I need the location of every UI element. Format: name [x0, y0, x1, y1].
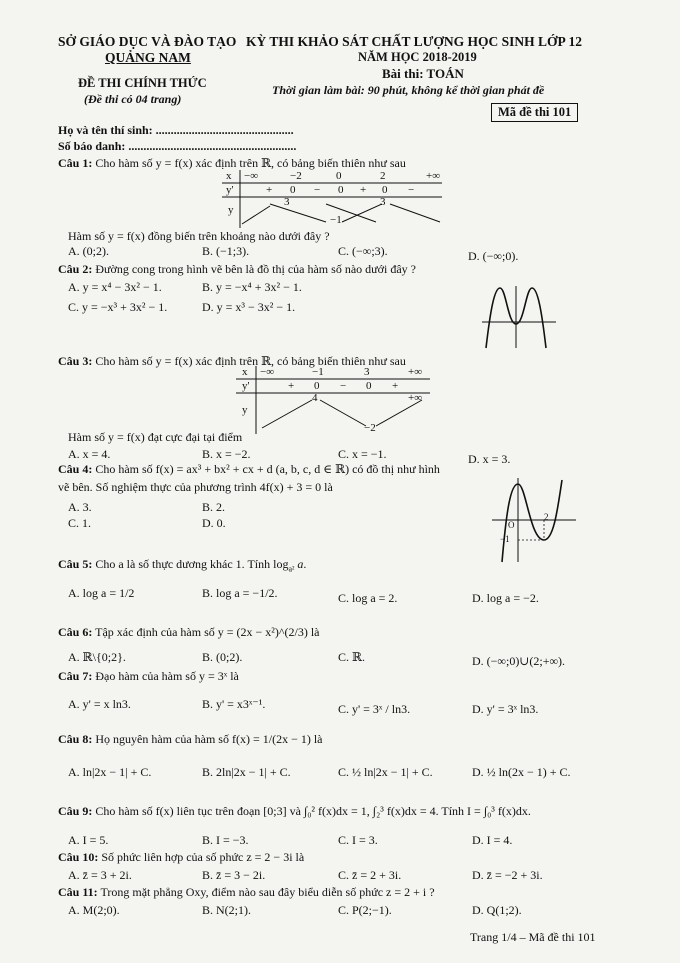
q9-option-d[interactable]: D. I = 4.: [472, 833, 513, 847]
page-footer: Trang 1/4 – Mã đề thi 101: [470, 930, 596, 944]
q1-option-d[interactable]: D. (−∞;0).: [468, 249, 519, 263]
q4-option-c[interactable]: C. 1.: [68, 516, 92, 530]
name-field: Họ và tên thí sinh: ..............................................: [58, 123, 294, 137]
q6-option-d[interactable]: D. (−∞;0)∪(2;+∞).: [472, 654, 566, 668]
q5-option-b[interactable]: B. log a = −1/2.: [202, 586, 278, 600]
q3-option-d[interactable]: D. x = 3.: [468, 452, 511, 466]
q1-variation-table: x −∞ −2 0 2 +∞ y' + 0 − 0 + 0 − y 3 −1 3: [226, 170, 441, 226]
q11-text: Câu 11: Trong mặt phẳng Oxy, điểm nào sau đây biểu diễn số phức z = 2 + i ?: [58, 885, 435, 899]
q9-option-c[interactable]: C. I = 3.: [338, 833, 378, 847]
q2-option-d[interactable]: D. y = x³ − 3x² − 1.: [202, 300, 296, 314]
q4-graph: O 2 −1: [490, 476, 578, 568]
q9-text: Câu 9: Cho hàm số f(x) liên tục trên đoạn [0;3] và ∫₀² f(x)dx = 1, ∫₂³ f(x)dx = 4. Tính I = ∫₀³ f(x)dx.: [58, 804, 531, 818]
q3-variation-table: x −∞ −1 3 +∞ y' + 0 − 0 + y 4 −2 +∞: [242, 366, 423, 434]
q7-option-b[interactable]: B. y' = x3ˣ⁻¹.: [202, 697, 266, 711]
q1-option-b[interactable]: B. (−1;3).: [202, 244, 250, 258]
q2-graph: [478, 284, 558, 354]
q11-option-a[interactable]: A. M(2;0).: [68, 903, 120, 917]
q10-option-a[interactable]: A. z̄ = 3 + 2i.: [68, 868, 132, 882]
q1-option-c[interactable]: C. (−∞;3).: [338, 244, 388, 258]
q9-option-b[interactable]: B. I = −3.: [202, 833, 249, 847]
q2-text: Câu 2: Đường cong trong hình vẽ bên là đồ thị của hàm số nào dưới đây ?: [58, 262, 416, 276]
q7-option-d[interactable]: D. y' = 3ˣ ln3.: [472, 702, 539, 716]
q3-text: Câu 3: Cho hàm số y = f(x) xác định trên ℝ, có bảng biến thiên như sau: [58, 354, 406, 368]
school-year: NĂM HỌC 2018-2019: [358, 50, 477, 64]
q6-option-b[interactable]: B. (0;2).: [202, 650, 243, 664]
q1-option-a[interactable]: A. (0;2).: [68, 244, 109, 258]
exam-code-box: Mã đề thi 101: [491, 103, 578, 122]
q4-option-d[interactable]: D. 0.: [202, 516, 226, 530]
official-label: ĐỀ THI CHÍNH THỨC: [78, 76, 207, 90]
id-field: Số báo danh: ........................................................: [58, 139, 297, 153]
q11-option-b[interactable]: B. N(2;1).: [202, 903, 251, 917]
q2-option-c[interactable]: C. y = −x³ + 3x² − 1.: [68, 300, 168, 314]
q6-text: Câu 6: Tập xác định của hàm số y = (2x − x²)^(2/3) là: [58, 625, 320, 639]
dept-line2: QUẢNG NAM: [105, 50, 191, 65]
q10-option-b[interactable]: B. z̄ = 3 − 2i.: [202, 868, 266, 882]
q10-text: Câu 10: Số phức liên hợp của số phức z = 2 − 3i là: [58, 850, 305, 864]
q9-option-a[interactable]: A. I = 5.: [68, 833, 109, 847]
q8-option-c[interactable]: C. ½ ln|2x − 1| + C.: [338, 765, 433, 779]
q4-option-a[interactable]: A. 3.: [68, 500, 92, 514]
dept-line1: SỞ GIÁO DỤC VÀ ĐÀO TẠO: [58, 34, 237, 49]
q7-text: Câu 7: Đạo hàm của hàm số y = 3ˣ là: [58, 669, 239, 683]
q5-option-a[interactable]: A. log a = 1/2: [68, 586, 135, 600]
q10-option-d[interactable]: D. z̄ = −2 + 3i.: [472, 868, 543, 882]
q3-option-c[interactable]: C. x = −1.: [338, 447, 387, 461]
q5-option-d[interactable]: D. log a = −2.: [472, 591, 539, 605]
q8-text: Câu 8: Họ nguyên hàm của hàm số f(x) = 1/(2x − 1) là: [58, 732, 323, 746]
q5-text: Câu 5: Cho a là số thực dương khác 1. Tính $\log_{a^2} a$.: [58, 557, 307, 574]
q2-option-b[interactable]: B. y = −x⁴ + 3x² − 1.: [202, 280, 302, 294]
q6-option-c[interactable]: C. ℝ.: [338, 650, 365, 664]
q11-option-c[interactable]: C. P(2;−1).: [338, 903, 392, 917]
q7-option-c[interactable]: C. y' = 3ˣ / ln3.: [338, 702, 411, 716]
q1-ask: Hàm số y = f(x) đồng biến trên khoảng nào dưới đây ?: [68, 229, 330, 243]
q5-option-c[interactable]: C. log a = 2.: [338, 591, 398, 605]
q8-option-d[interactable]: D. ½ ln(2x − 1) + C.: [472, 765, 571, 779]
q4-option-b[interactable]: B. 2.: [202, 500, 226, 514]
exam-title: KỲ THI KHẢO SÁT CHẤT LƯỢNG HỌC SINH LỚP 12: [246, 34, 582, 49]
subject: Bài thi: TOÁN: [382, 66, 464, 81]
q7-option-a[interactable]: A. y' = x ln3.: [68, 697, 131, 711]
q11-option-d[interactable]: D. Q(1;2).: [472, 903, 522, 917]
time-note: Thời gian làm bài: 90 phút, không kể thời gian phát đề: [272, 83, 545, 97]
q4-text2: vẽ bên. Số nghiệm thực của phương trình 4f(x) + 3 = 0 là: [58, 480, 333, 494]
q6-option-a[interactable]: A. ℝ\{0;2}.: [68, 650, 126, 664]
q2-option-a[interactable]: A. y = x⁴ − 3x² − 1.: [68, 280, 162, 294]
q4-text: Câu 4: Cho hàm số f(x) = ax³ + bx² + cx + d (a, b, c, d ∈ ℝ) có đồ thị như hình: [58, 462, 440, 476]
q10-option-c[interactable]: C. z̄ = 2 + 3i.: [338, 868, 402, 882]
q8-option-b[interactable]: B. 2ln|2x − 1| + C.: [202, 765, 291, 779]
q1-text: Câu 1: Cho hàm số y = f(x) xác định trên ℝ, có bảng biến thiên như sau: [58, 156, 406, 170]
q8-option-a[interactable]: A. ln|2x − 1| + C.: [68, 765, 152, 779]
pages-note: (Đề thi có 04 trang): [84, 92, 182, 106]
q3-option-a[interactable]: A. x = 4.: [68, 447, 111, 461]
q3-option-b[interactable]: B. x = −2.: [202, 447, 251, 461]
q3-ask: Hàm số y = f(x) đạt cực đại tại điểm: [68, 430, 243, 444]
